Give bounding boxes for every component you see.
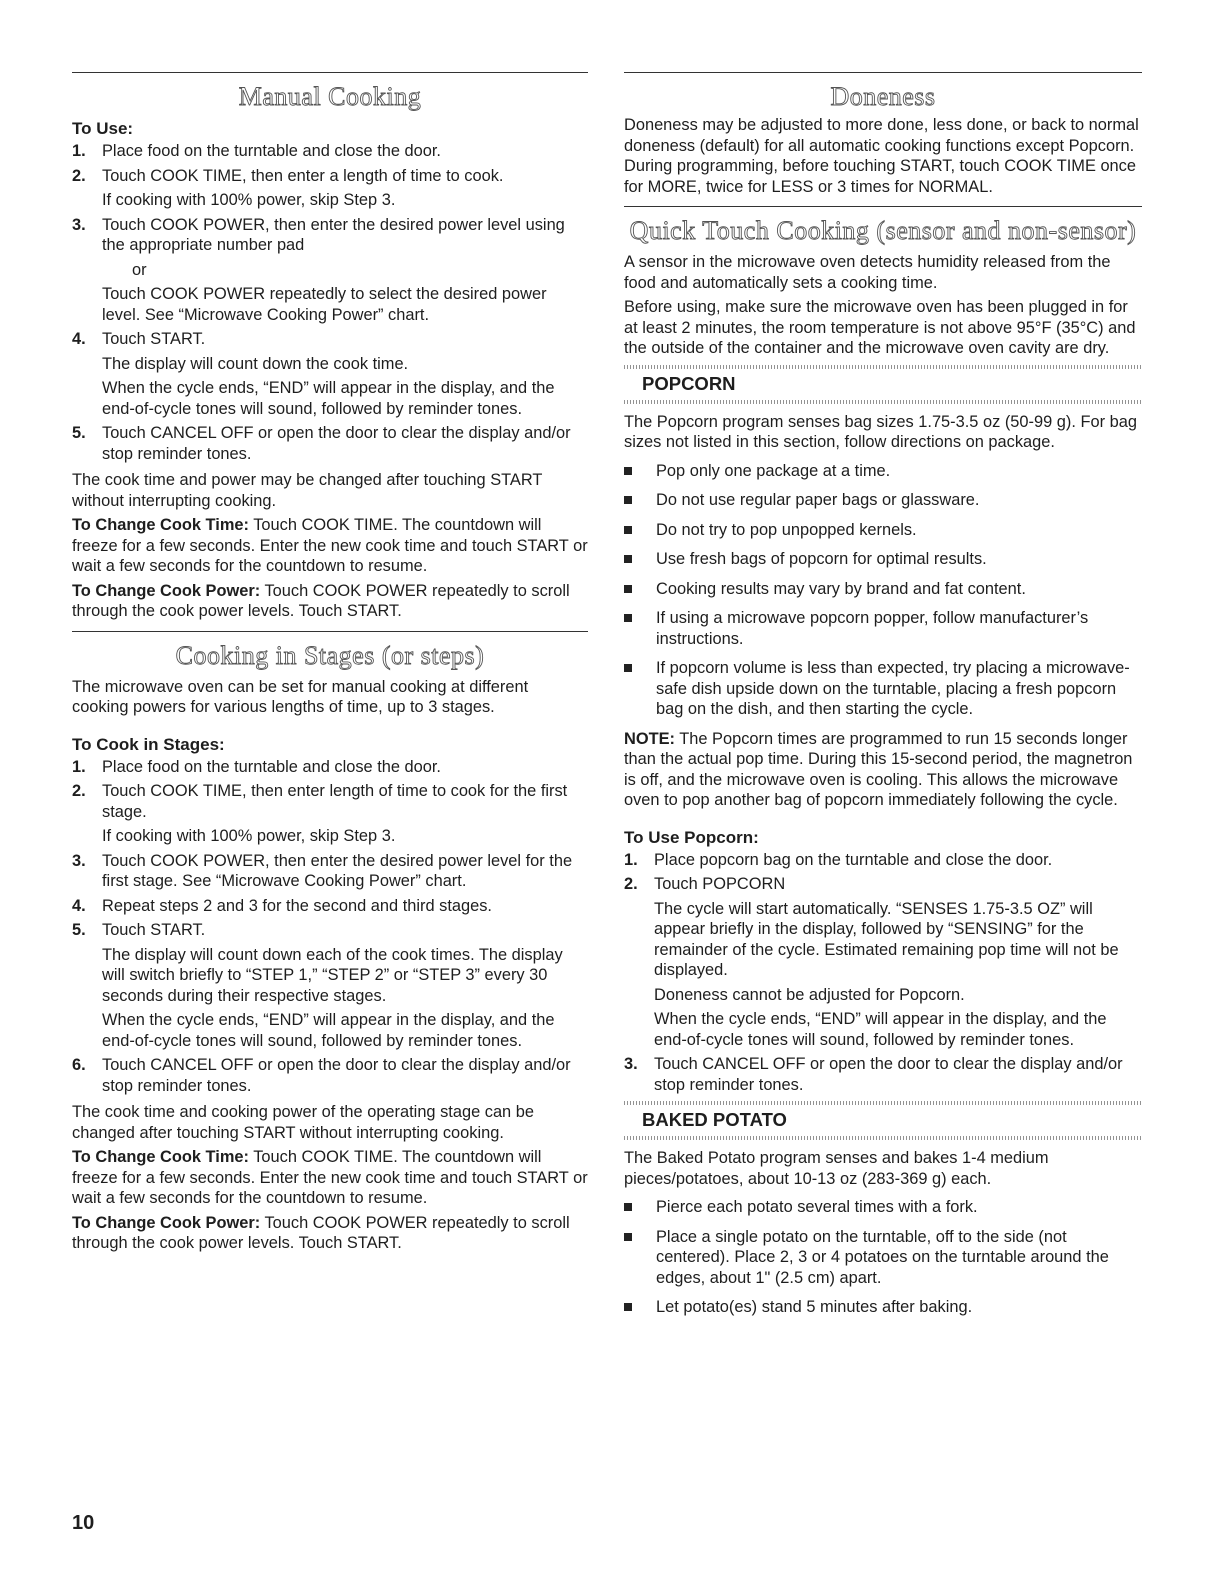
bullet-item: Place a single potato on the turntable, off to the side (not centered). Place 2, 3 or 4 potatoes on the turntable around the edges, about 1" (2.5 cm) apart. [624,1227,1142,1289]
change-power-text: Touch COOK POWER repeatedly to scroll through the cook power levels. Touch START. [72,581,570,620]
note-text: The Popcorn times are programmed to run 15 seconds longer than the actual pop time. During this 15-second period, the magnetron is off, and the microwave oven is cooling. This allows the microwave oven to pop another bag of popcorn immediately following the cycle. [624,729,1133,809]
step-number: 4. [72,330,86,348]
popcorn-steps [624,850,1142,1096]
step-item [72,1055,588,1096]
bullet-item: Let potato(es) stand 5 minutes after baking. [624,1297,1142,1318]
quick-touch-heading: Quick Touch Cooking (sensor and non-sensor) [629,216,1137,245]
step-number: 5. [72,921,86,939]
change-power-text: Touch COOK POWER repeatedly to scroll through the cook power levels. Touch START. [72,1213,570,1252]
stages-intro: The microwave oven can be set for manual cooking at different cooking powers for various lengths of time, up to 3 stages. [72,677,529,716]
left-column [72,72,588,1258]
popcorn-title: POPCORN [642,372,736,394]
stages-paragraph: The cook time and cooking power of the operating stage can be changed after touching START without interrupting cooking. [72,1103,534,1142]
change-time-paragraph [72,515,588,577]
manual-cooking-heading: Manual Cooking [238,82,422,111]
step-number: 3. [72,215,86,234]
bullet-item: Pierce each potato several times with a fork. [624,1197,1142,1218]
step-text: Touch CANCEL OFF or open the door to clear the display and/or stop reminder tones. [102,424,571,463]
step-number: 4. [72,896,86,915]
step-item [72,851,588,892]
change-power-paragraph [72,581,588,622]
note-label: NOTE: [624,729,675,748]
change-power-label: To Change Cook Power: [72,581,261,600]
step-item [72,141,588,162]
step-item [72,329,588,419]
step-text: Touch START. [102,330,206,348]
step-item [72,920,588,1051]
cook-in-stages-subhead: To Cook in Stages: [72,734,225,754]
section-rule [624,72,1142,73]
step-subtext: If cooking with 100% power, skip Step 3. [102,191,396,209]
step-subtext: The display will count down the cook time. [102,354,409,373]
dotted-rule [624,400,1142,404]
section-rule [72,72,588,73]
use-popcorn-subhead: To Use Popcorn: [624,827,759,847]
change-power-label: To Change Cook Power: [72,1213,261,1232]
step-number: 1. [72,142,86,160]
right-column [624,72,1142,1327]
step-text: Touch COOK POWER, then enter the desired power level for the first stage. See “Microwave Cooking Power” chart. [102,851,573,890]
bullet-item: Do not try to pop unpopped kernels. [624,520,1142,541]
doneness-heading: Doneness [830,82,936,111]
step-subtext: The display will count down each of the cook times. The display will switch briefly to “STEP 1,” “STEP 2” or “STEP 3” every 30 seconds during their respective stages. [102,945,563,1005]
step-text: Touch POPCORN [654,875,786,893]
bullet-item: Do not use regular paper bags or glassware. [624,490,1142,511]
step-item [72,896,588,917]
step-item [624,850,1142,871]
step-number: 2. [72,166,86,185]
step-number: 3. [624,1055,638,1073]
step-subtext: Doneness cannot be adjusted for Popcorn. [654,985,965,1004]
step-number: 6. [72,1056,86,1074]
step-number: 1. [72,757,86,776]
change-time-text: Touch COOK TIME. The countdown will freeze for a few seconds. Enter the new cook time and touch START or wait a few seconds for the countdown to resume. [72,516,588,575]
step-text: Place food on the turntable and close the door. [102,757,441,776]
step-number: 3. [72,851,86,870]
dotted-rule [624,1101,1142,1105]
baked-potato-title: BAKED POTATO [642,1109,787,1130]
baked-potato-intro: The Baked Potato program senses and bakes 1-4 medium pieces/potatoes, about 10-13 oz (283-369 g) each. [624,1149,1049,1188]
step-text: Touch COOK TIME, then enter length of time to cook for the first stage. [102,782,568,821]
step-text: Touch START. [102,921,206,939]
step-subtext: When the cycle ends, “END” will appear in the display, and the end-of-cycle tones will sound, followed by reminder tones. [102,379,555,418]
step-item [624,1054,1142,1095]
step-subtext: If cooking with 100% power, skip Step 3. [102,827,396,845]
step-item [72,166,588,211]
change-time-label: To Change Cook Time: [72,1148,249,1166]
step-number: 2. [624,875,638,893]
step-number: 5. [72,424,86,442]
step-item [72,423,588,464]
dotted-rule [624,365,1142,369]
stages-heading: Cooking in Stages (or steps) [175,640,485,670]
popcorn-intro: The Popcorn program senses bag sizes 1.75-3.5 oz (50-99 g). For bag sizes not listed in this section, follow directions on package. [624,412,1137,451]
manual-paragraph: The cook time and power may be changed after touching START without interrupting cooking. [72,471,543,510]
step-text: Touch CANCEL OFF or open the door to clear the display and/or stop reminder tones. [654,1055,1123,1094]
step-text: Touch CANCEL OFF or open the door to clear the display and/or stop reminder tones. [102,1056,571,1095]
step-subtext: When the cycle ends, “END” will appear in the display, and the end-of-cycle tones will sound, followed by reminder tones. [102,1011,555,1050]
step-subtext: When the cycle ends, “END” will appear in the display, and the end-of-cycle tones will sound, followed by reminder tones. [654,1010,1107,1049]
quick-touch-p1: A sensor in the microwave oven detects humidity released from the food and automatically sets a cooking time. [624,253,1111,292]
step-subtext: The cycle will start automatically. “SENSES 1.75-3.5 OZ” will appear briefly in the display, followed by “SENSING” for the remainder of the cycle. Estimated remaining pop time will not be displayed. [654,899,1119,979]
bullet-item: Cooking results may vary by brand and fat content. [624,579,1142,600]
bullet-item: If popcorn volume is less than expected, try placing a microwave-safe dish upside down on the turntable, placing a fresh popcorn bag on the dish, and then starting the cycle. [624,658,1142,720]
change-time-label: To Change Cook Time: [72,516,249,534]
step-text: Repeat steps 2 and 3 for the second and third stages. [102,896,492,915]
step-item [72,215,588,326]
step-subtext: Touch COOK POWER repeatedly to select the desired power level. See “Microwave Cooking Power” chart. [102,285,547,324]
step-text: Touch COOK POWER, then enter the desired power level using the appropriate number pad [102,215,565,254]
baked-potato-bullets [624,1197,1142,1318]
page-number: 10 [72,1512,95,1534]
section-rule [624,206,1142,207]
step-or: or [132,260,147,279]
bullet-item: Pop only one package at a time. [624,461,1142,482]
popcorn-bullets [624,461,1142,720]
step-item [624,874,1142,1050]
quick-touch-p2: Before using, make sure the microwave oven has been plugged in for at least 2 minutes, the room temperature is not above 95°F (35°C) and the outside of the container and the microwave oven cavity are dry. [624,298,1136,357]
to-use-subhead: To Use: [72,119,134,138]
step-text: Touch COOK TIME, then enter a length of time to cook. [102,166,504,185]
step-text: Place popcorn bag on the turntable and close the door. [654,850,1053,869]
step-number: 2. [72,782,86,800]
stages-steps [72,757,588,1097]
section-rule [72,631,588,632]
manual-steps [72,141,588,464]
change-power-paragraph [72,1213,588,1254]
bullet-item: Use fresh bags of popcorn for optimal results. [624,549,1142,570]
bullet-item: If using a microwave popcorn popper, follow manufacturer’s instructions. [624,608,1142,649]
popcorn-note [624,729,1142,811]
change-time-text: Touch COOK TIME. The countdown will freeze for a few seconds. Enter the new cook time and touch START or wait a few seconds for the countdown to resume. [72,1148,588,1207]
change-time-paragraph [72,1147,588,1209]
step-number: 1. [624,850,638,869]
step-item [72,781,588,847]
step-text: Place food on the turntable and close the door. [102,142,441,160]
step-item [72,757,588,778]
dotted-rule [624,1136,1142,1140]
doneness-text: Doneness may be adjusted to more done, less done, or back to normal doneness (default) for all automatic cooking functions except Popcorn. During programming, before touching START, touch COOK TIME once for MORE, twice for LESS or 3 times for NORMAL. [624,116,1139,196]
